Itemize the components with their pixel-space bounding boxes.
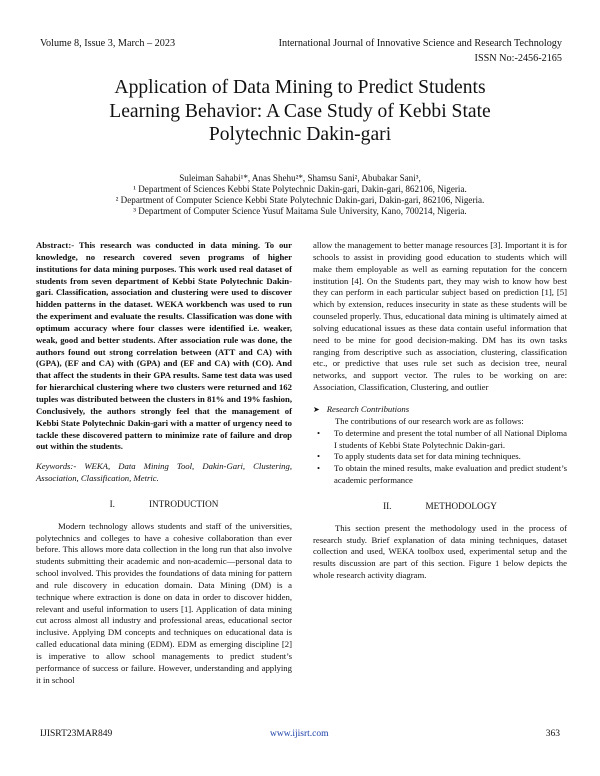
issn: ISSN No:-2456-2165 xyxy=(474,53,562,64)
journal-name: International Journal of Innovative Science and Research Technology xyxy=(278,38,562,49)
affiliation-2: ² Department of Computer Science Kebbi State Polytechnic Dakin-gari, Dakin-gari, 862106, Nigeria. xyxy=(115,195,485,205)
list-item-text: To obtain the mined results, make evaluation and predict student’s academic performance xyxy=(334,463,567,486)
paper-title xyxy=(40,76,560,147)
page-number: 363 xyxy=(545,729,560,739)
section-number: II. xyxy=(383,500,392,511)
affiliation-3: ³ Department of Computer Science Yusuf Maitama Sule University, Kano, 700214, Nigeria. xyxy=(133,206,467,216)
section-heading-methodology xyxy=(313,501,567,513)
arrow-bullet-icon: ➤ xyxy=(313,404,320,414)
left-column xyxy=(36,240,292,687)
contributions-intro: The contributions of our research work are as follows: xyxy=(335,415,524,426)
title-line: Application of Data Mining to Predict Students xyxy=(114,77,486,98)
bullet-icon: • xyxy=(317,427,321,438)
body-paragraph: allow the management to better manage resources [3]. Important it is for schools to assist in providing good education to students which will make them employable as well as earning reputation for the concern institution [4]. On the Students part, they may wish to know how best they can perform in each particular subject based on prediction [1], [5] which by extension, reduces insecurity in state as these students will be counseled properly. Thus, educational data mining is ultimately aimed at solving educational issues as these data contain useful information that need to be mine for good decision-making. DM has its own tasks ranging from descriptive such as association, clustering, classification etc., or predictive that uses rule set such as decision tree, neural networks, and support vector. The rules to be working on are: Association, Classification, Clustering, and outlier xyxy=(313,240,567,393)
bullet-icon: • xyxy=(317,463,321,474)
section-number: I. xyxy=(109,498,115,509)
list-item xyxy=(313,428,567,452)
section-title: INTRODUCTION xyxy=(148,498,219,509)
right-column xyxy=(313,240,567,582)
section-title: METHODOLOGY xyxy=(425,500,497,511)
bullet-icon: • xyxy=(317,451,321,462)
subsection-title: Research Contributions xyxy=(326,403,410,414)
list-item-text: To apply students data set for data mining techniques. xyxy=(334,451,521,462)
abstract: Abstract:- This research was conducted in data mining. To our knowledge, no research covered seven programs of higher institutions for data mining purposes. This work used real dataset of students from seven department of Kebbi State Polytechnic Dakin-gari. Classification, association and clustering were used to discover hidden patterns in the dataset. WEKA workbench was used to run the experiment and evaluate the results. Classification was done with optimum accuracy where four classes were identified i.e. weaker, weak, good and better students. After association rule was done, the authors found out strong correlation between (ATT and CA) with (GPA), (EF and CA) with (GPA) and (EF and CA) with (CO). And that affect the students in their GPA results. Same test data was used for hierarchical clustering where two clusters were returned and 162 tuples was distributed between the clusters in 81% and 19% fashion, Conclusively, the authors strongly feel that the management of Kebbi State Polytechnic Dakin-gari with a matter of urgency need to tackle these discovered pattern to minimize rate of failure and drop out within the students. xyxy=(36,240,292,452)
journal-url-link[interactable]: www.ijisrt.com xyxy=(270,729,329,739)
methodology-paragraph: This section present the methodology used in the process of research study. Brief explanation of data mining techniques, dataset collection and used, WEKA toolbox used, experimental setup and the results discussion are part of this section. Figure 1 below depicts the whole research activity diagram. xyxy=(313,522,567,581)
volume-info: Volume 8, Issue 3, March – 2023 xyxy=(40,38,176,49)
author-list: Suleiman Sahabi¹*, Anas Shehu²*, Shamsu Sani², Abubakar Sani³, xyxy=(179,173,421,183)
list-item-text: To determine and present the total number of all National Diploma I students of Kebbi State Polytechnic Dakin-gari. xyxy=(334,427,567,450)
title-line: Learning Behavior: A Case Study of Kebbi State xyxy=(109,100,491,122)
keywords: Keywords:- WEKA, Data Mining Tool, Dakin-Gari, Clustering, Association, Classification, Metric. xyxy=(36,461,292,484)
introduction-paragraph: Modern technology allows students and staff of the universities, polytechnics and colleges to have a cohesive collaboration than ever before. This allows more data collection in the long run that also involve students submitting their academic and non-academic—personal data to school involved. This provides the foundations of data mining for pattern and rule discovery in education domain. Data Mining (DM) is a technique where extraction is done on data in order to discover hidden, relevant and useful information to users [1]. Application of data mining cut across almost all industry and professional areas, educational sector inclusive. Applying DM concepts and techniques on educational data is called educational data mining (EDM). EDM as emerging discipline [2] is imperative to allow school managements to predict student’s performance of success or failure. However, understanding and applying it in school xyxy=(36,520,292,685)
list-item xyxy=(313,463,567,487)
title-line: Polytechnic Dakin-gari xyxy=(208,124,392,145)
section-heading-introduction xyxy=(36,499,292,511)
affiliation-1: ¹ Department of Sciences Kebbi State Polytechnic Dakin-gari, Dakin-gari, 862106, Nigeria. xyxy=(133,184,467,194)
paper-id: IJISRT23MAR849 xyxy=(40,729,113,739)
subsection-heading xyxy=(313,404,567,416)
list-item xyxy=(313,451,567,463)
